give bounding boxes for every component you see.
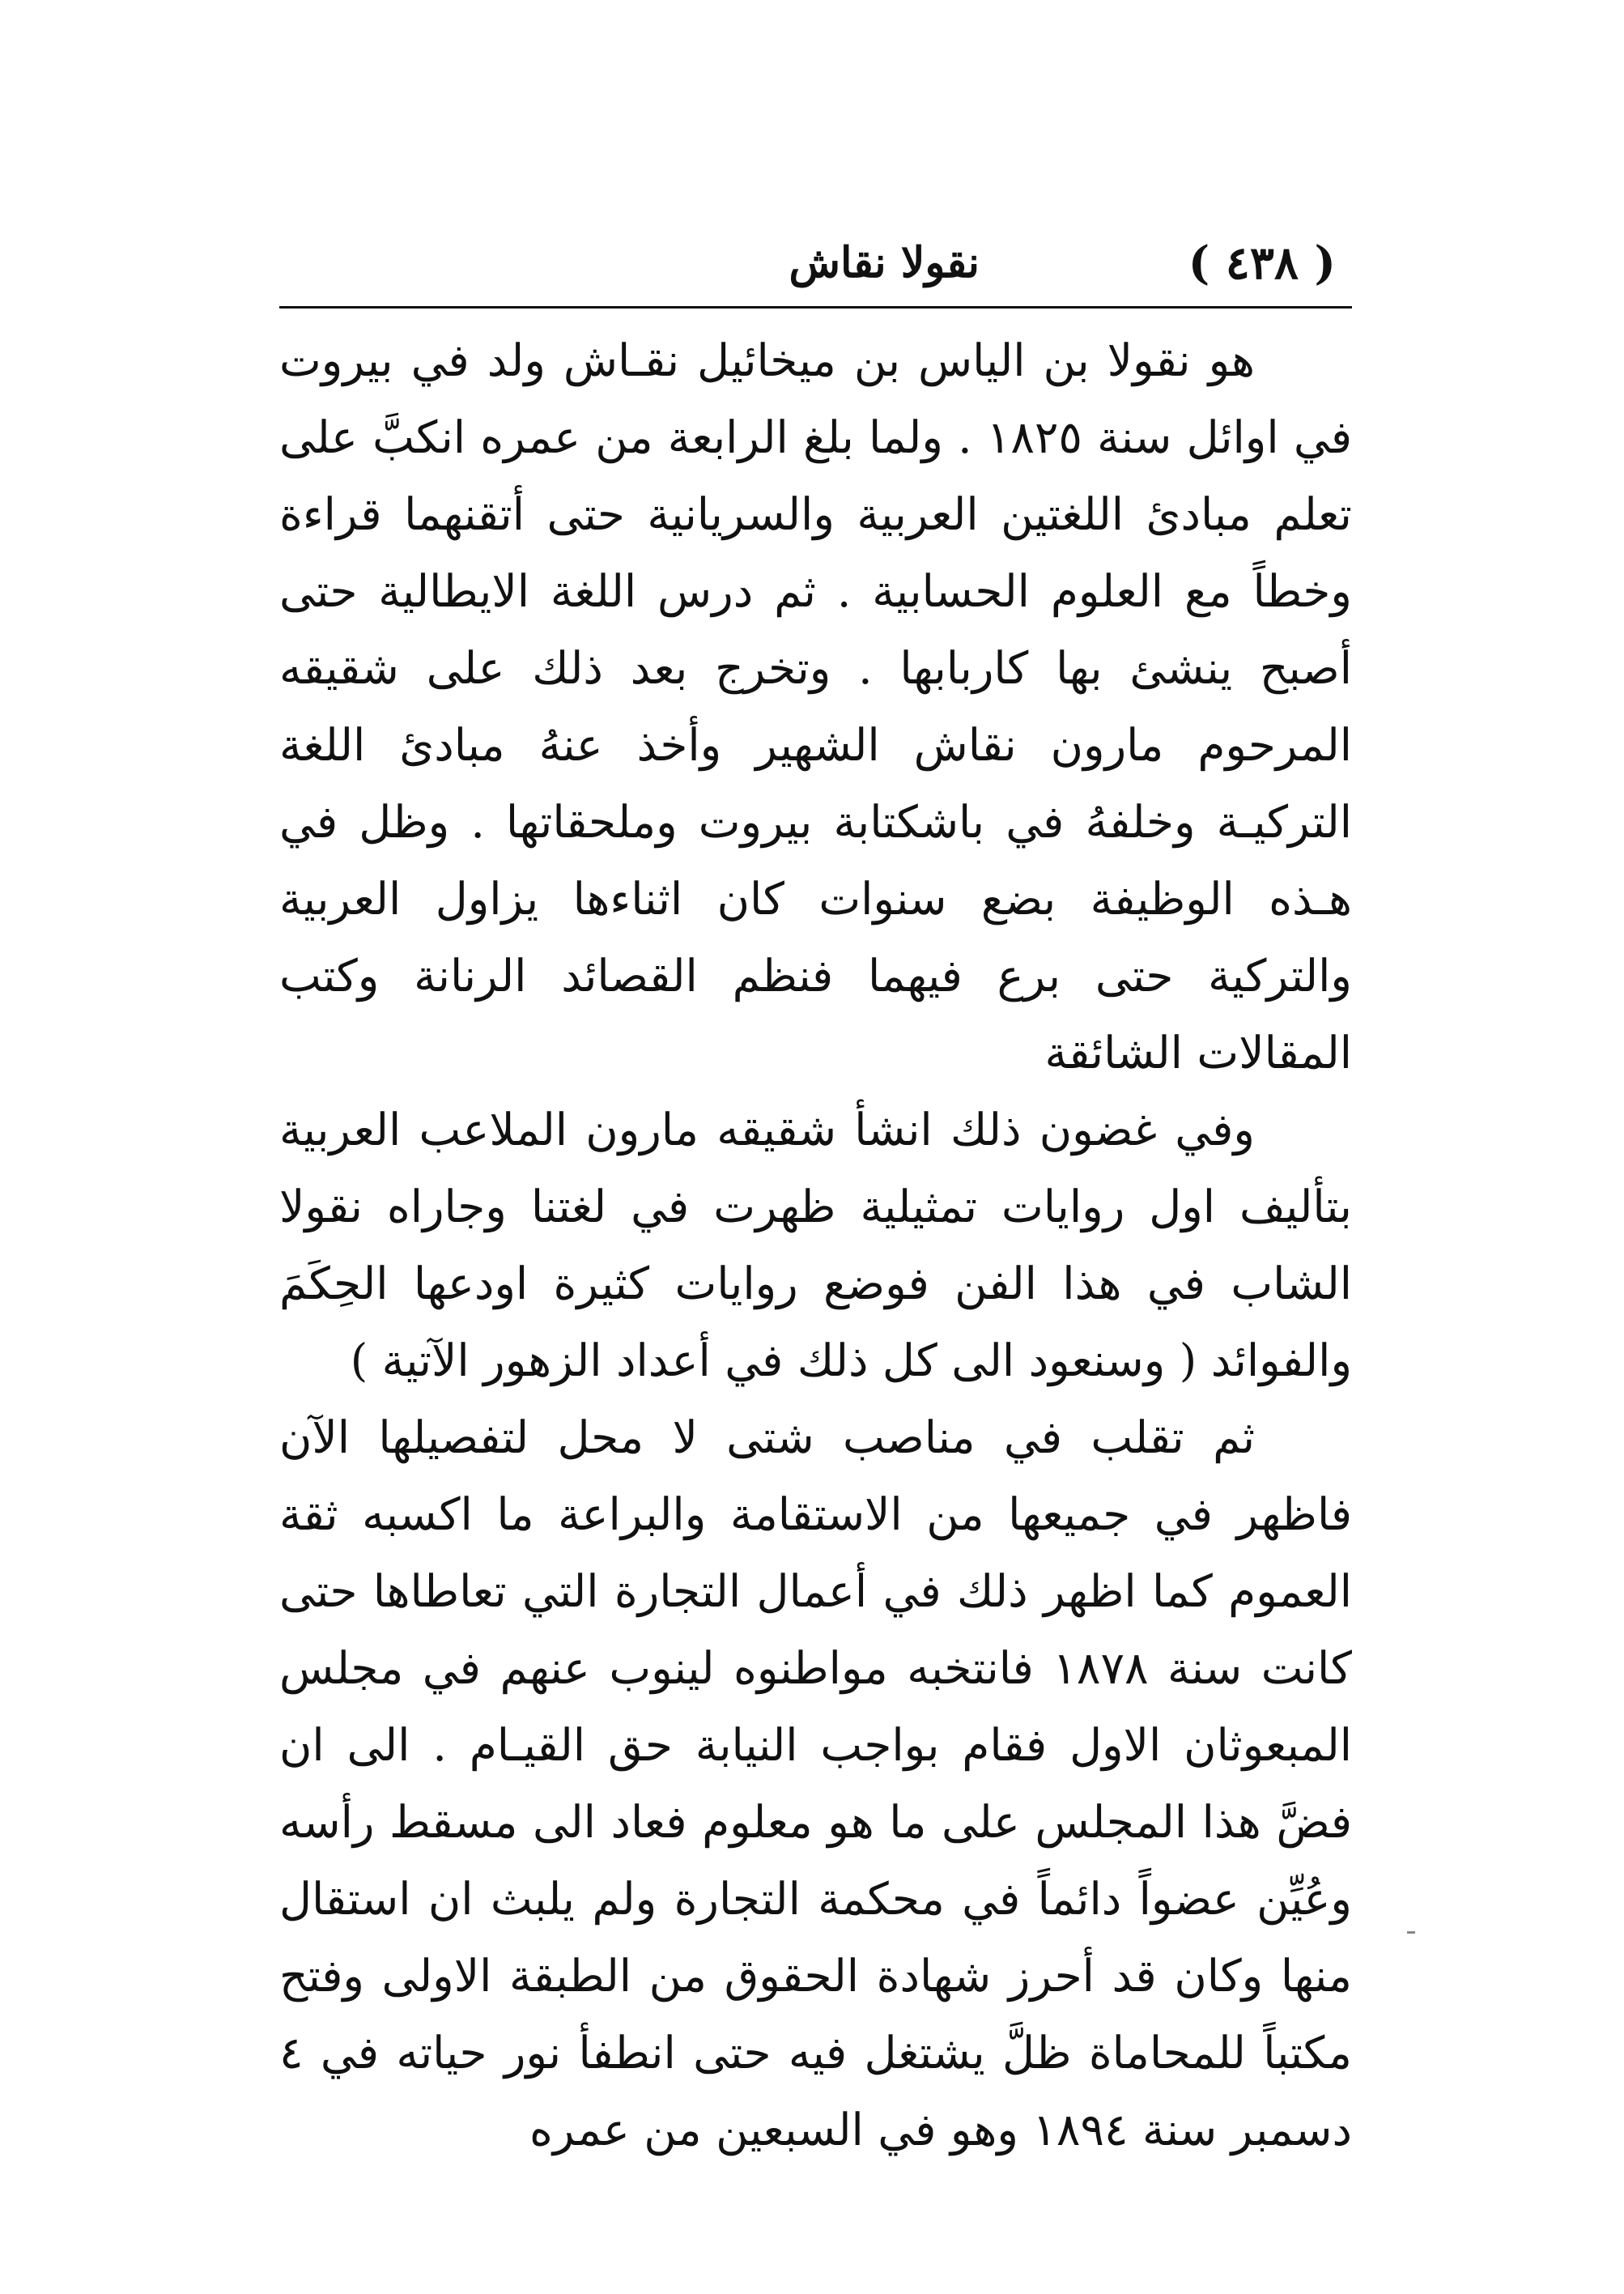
paragraph-theatre: وفي غضون ذلك انشأ شقيقه مارون الملاعب العربية بتأليف اول روايات تمثيلية ظهرت في لغتنا وجاراه نقولا الشاب في هذا الفن فوضع روايات كثيرة اودعها الحِكَمَ والفوائد ( وسنعود الى كل ذلك في أعداد الزهور الآتية ) [279,1104,1352,1386]
paragraph-career: ثم تقلب في مناصب شتى لا محل لتفصيلها الآن فاظهر في جميعها من الاستقامة والبراعة ما اكسبه ثقة العموم كما اظهر ذلك في أعمال التجارة التي تعاطاها حتى كانت سنة ١٨٧٨ فانتخبه مواطنوه لينوب عنهم في مجلس المبعوثان الاول فقام بواجب النيابة حق القيـام . الى ان فضَّ هذا المجلس على ما هو معلوم فعاد الى مسقط رأسه وعُيِّن عضواً دائماً في محكمة التجارة ولم يلبث ان استقال منها وكان قد أحرز شهادة الحقوق من الطبقة الاولى وفتح مكتباً للمحاماة ظلَّ يشتغل فيه حتى انطفأ نور حياته في ٤ دسمبر سنة ١٨٩٤ وهو في السبعين من عمره [279,1411,1352,2156]
paragraph-early-life: هو نقولا بن الياس بن ميخائيل نقـاش ولد في بيروت في اوائل سنة ١٨٢٥ . ولما بلغ الرابعة من عمره انكبَّ على تعلم مبادئ اللغتين العربية والسريانية حتى أتقنهما قراءة وخطاً مع العلوم الحسابية . ثم درس اللغة الايطالية حتى أصبح ينشئ بها كاربابها . وتخرج بعد ذلك على شقيقه المرحوم مارون نقاش الشهير وأخذ عنهُ مبادئ اللغة التركيـة وخلفهُ في باشكتابة بيروت وملحقاتها . وظل في هـذه الوظيفة بضع سنوات كان اثناءها يزاول العربية والتركية حتى برع فيهما فنظم القصائد الرنانة وكتب المقالات الشائقة [279,334,1352,1079]
page-number: ( ٤٣٨ ) [1188,236,1336,290]
margin-mark [1407,1931,1415,1934]
page-header [279,219,1352,308]
running-title: نقولا نقاش [789,238,980,287]
header-rule [279,306,1352,309]
biography-text [279,322,1352,2168]
